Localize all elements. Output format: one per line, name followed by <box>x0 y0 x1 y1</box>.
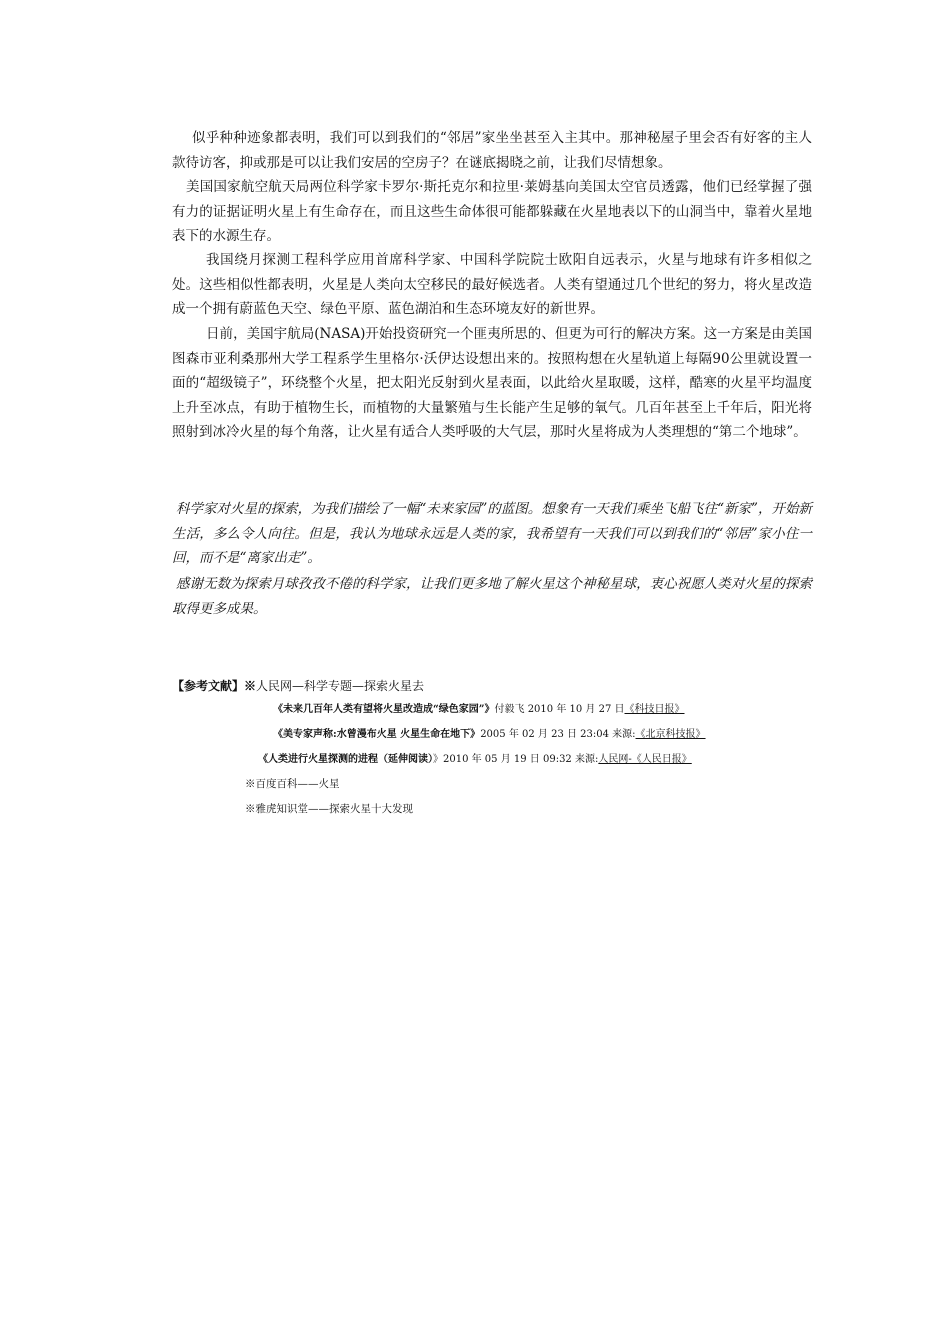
reference-source-link[interactable]: 《科技日报》 <box>624 704 685 715</box>
closing-paragraph-future-home: 科学家对火星的探索，为我们描绘了一幅“未来家园”的蓝图。想象有一天我们乘坐飞船飞往“新家”，开始新生活，多么令人向往。但是，我认为地球永远是人类的家，我希望有一天我们可以到我们的“邻居”家小住一回，而不是“离家出走”。 <box>172 501 812 566</box>
reference-first: 人民网—科学专题—探索火星去 <box>256 679 425 693</box>
reference-mark: ※ <box>244 679 257 693</box>
references-label: 【参考文献】 <box>172 679 245 693</box>
paragraph-ouyang-ziyuan: 我国绕月探测工程科学应用首席科学家、中国科学院院士欧阳自远表示，火星与地球有许多相似之处。这些相似性都表明，火星是人类向太空移民的最好候选者。人类有望通过几个世纪的努力，将火星改造成一个拥有蔚蓝色天空、绿色平原、蓝色湖泊和生态环境友好的新世界。 <box>172 252 812 317</box>
reference-title: 《人类进行火星探测的进程（延伸阅读） <box>258 754 433 765</box>
paragraph-nasa-evidence: 美国国家航空航天局两位科学家卡罗尔·斯托克尔和拉里·莱姆基向美国太空官员透露，他们已经掌握了强有力的证据证明火星上有生命存在，而且这些生命体很可能都躲藏在火星地表以下的山洞当中，靠着火星地表下的水源生存。 <box>172 179 812 244</box>
reference-source-link[interactable]: 《北京科技报》 <box>635 729 706 740</box>
closing-paragraph-thanks: 感谢无数为探索月球孜孜不倦的科学家，让我们更多地了解火星这个神秘星球，衷心祝愿人类对火星的探索取得更多成果。 <box>172 576 812 617</box>
reference-meta: 付毅飞 2010 年 10 月 27 日 <box>494 704 625 715</box>
reference-item <box>258 752 692 768</box>
reference-extra-yahoo: ※雅虎知识堂——探索火星十大发现 <box>245 803 413 815</box>
reference-extra-baidu: ※百度百科——火星 <box>245 778 340 790</box>
reference-source-link[interactable]: 人民网-《人民日报》 <box>598 754 692 765</box>
reference-item <box>273 702 685 718</box>
reference-item <box>273 727 706 743</box>
references-heading <box>172 677 424 695</box>
paragraph-super-mirror-plan: 日前，美国宇航局(NASA)开始投资研究一个匪夷所思的、但更为可行的解决方案。这一方案是由美国图森市亚利桑那州大学工程系学生里格尔·沃伊达设想出来的。按照构想在火星轨道上每隔90公里就设置一面的“超级镜子”，环绕整个火星，把太阳光反射到火星表面，以此给火星取暖，这样，酷寒的火星平均温度上升至冰点，有助于植物生长，而植物的大量繁殖与生长能产生足够的氧气。几百年甚至上千年后，阳光将照射到冰冷火星的每个角落，让火星有适合人类呼吸的大气层，那时火星将成为人类理想的“第二个地球”。 <box>172 326 812 440</box>
paragraph-neighbor-speculation: 似乎种种迹象都表明，我们可以到我们的“邻居”家坐坐甚至入主其中。那神秘屋子里会否有好客的主人款待访客，抑或那是可以让我们安居的空房子？在谜底揭晓之前，让我们尽情想象。 <box>172 130 812 171</box>
reference-title: 《美专家声称:水曾漫布火星 火星生命在地下》 <box>273 729 481 740</box>
reference-meta: 2005 年 02 月 23 日 23:04 来源: <box>480 729 636 740</box>
reference-title: 《未来几百年人类有望将火星改造成“绿色家园”》 <box>273 704 495 715</box>
reference-meta: 》2010 年 05 月 19 日 09:32 来源: <box>433 754 599 765</box>
